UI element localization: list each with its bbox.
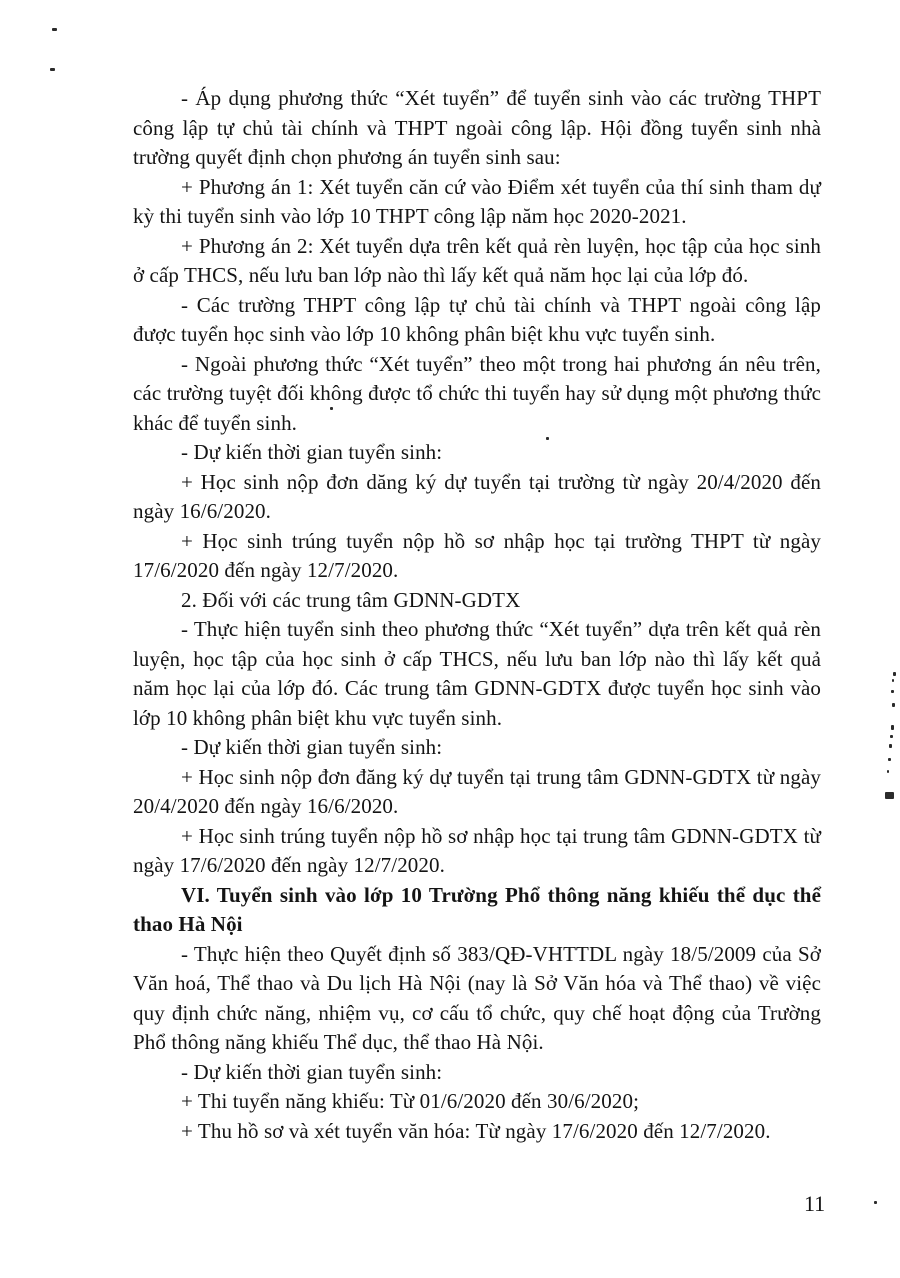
paragraph: - Các trường THPT công lập tự chủ tài chính và THPT ngoài công lập được tuyển học sinh vào lớp 10 không phân biệt khu vực tuyển sinh. [133,292,821,346]
scan-speck [885,792,894,799]
paragraph: - Dự kiến thời gian tuyển sinh: [181,1059,443,1084]
paragraph: + Học sinh trúng tuyển nộp hồ sơ nhập học tại trung tâm GDNN-GDTX từ ngày 17/6/2020 đến ngày 12/7/2020. [133,823,821,877]
scan-speck [889,744,892,748]
page-number: 11 [804,1191,826,1216]
paragraph: 2. Đối với các trung tâm GDNN-GDTX [181,587,521,612]
paragraph: - Thực hiện theo Quyết định số 383/QĐ-VHTTDL ngày 18/5/2009 của Sở Văn hoá, Thể thao và Du lịch Hà Nội (nay là Sở Văn hóa và Thể thao) về việc quy định chức năng, nhiệm vụ, cơ cấu tổ chức, quy chế hoạt động của Trường Phổ thông năng khiếu Thể dục, thể thao Hà Nội. [133,941,821,1054]
paragraph: + Học sinh nộp đơn đăng ký dự tuyển tại trung tâm GDNN-GDTX từ ngày 20/4/2020 đến ngày 16/6/2020. [133,764,821,818]
scan-speck [52,28,57,31]
scan-speck [891,725,894,730]
paragraph: - Thực hiện tuyển sinh theo phương thức “Xét tuyển” dựa trên kết quả rèn luyện, học tập của học sinh ở cấp THCS, nếu lưu ban lớp nào thì lấy kết quả năm học lại của lớp đó. Các trung tâm GDNN-GDTX được tuyển học sinh vào lớp 10 không phân biệt khu vực tuyển sinh. [133,617,821,730]
paragraph: + Học sinh nộp đơn dăng ký dự tuyển tại trường từ ngày 20/4/2020 đến ngày 16/6/2020. [133,469,821,523]
paragraph: + Thu hồ sơ và xét tuyển văn hóa: Từ ngày 17/6/2020 đến 12/7/2020. [181,1118,771,1143]
scan-speck [892,703,895,707]
scan-speck [887,770,889,773]
paragraph: + Phương án 1: Xét tuyển căn cứ vào Điểm xét tuyển của thí sinh tham dự kỳ thi tuyển sinh vào lớp 10 THPT công lập năm học 2020-2021. [133,174,821,228]
scan-speck [874,1201,877,1204]
paragraph: + Phương án 2: Xét tuyển dựa trên kết quả rèn luyện, học tập của học sinh ở cấp THCS, nếu lưu ban lớp nào thì lấy kết quả năm học lại của lớp đó. [133,233,821,287]
section-heading: VI. Tuyển sinh vào lớp 10 Trường Phổ thông năng khiếu thể dục thể thao Hà Nội [133,882,821,936]
paragraph: - Ngoài phương thức “Xét tuyển” theo một trong hai phương án nêu trên, các trường tuyệt đối không được tổ chức thi tuyển hay sử dụng một phương thức khác để tuyển sinh. [133,351,821,435]
paragraph: - Áp dụng phương thức “Xét tuyển” để tuyển sinh vào các trường THPT công lập tự chủ tài chính và THPT ngoài công lập. Hội đồng tuyển sinh nhà trường quyết định chọn phương án tuyển sinh sau: [133,86,821,169]
scan-speck [546,437,549,440]
scan-speck [50,68,55,71]
scan-speck [891,690,894,693]
scan-speck [893,672,896,676]
document-text-block [133,84,821,1146]
paragraph: - Dự kiến thời gian tuyển sinh: [181,735,443,759]
paragraph: + Học sinh trúng tuyển nộp hồ sơ nhập học tại trường THPT từ ngày 17/6/2020 đến ngày 12/7/2020. [133,528,821,582]
scan-speck [890,735,893,738]
scan-speck [330,407,333,410]
paragraph: - Dự kiến thời gian tuyển sinh: [181,440,443,464]
paragraph: + Thi tuyển năng khiếu: Từ 01/6/2020 đến 30/6/2020; [181,1089,640,1113]
scan-speck [892,679,894,682]
scan-speck [888,758,891,761]
